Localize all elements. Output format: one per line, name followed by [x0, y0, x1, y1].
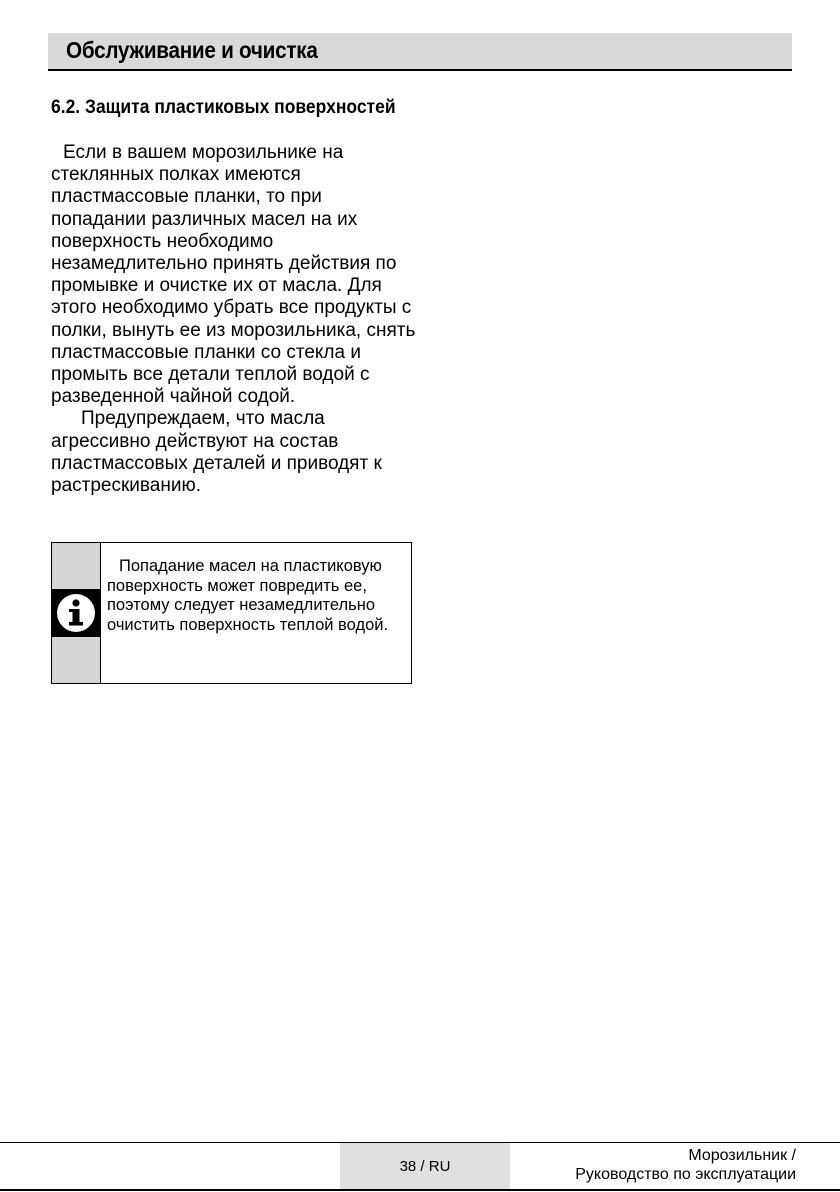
info-note-box: [51, 542, 412, 684]
body-text: [51, 142, 421, 497]
paragraph-1: Если в вашем морозильнике на стеклянных полках имеются пластмассовые планки, то при попадании различных масел на их поверхность необходимо незамедлительно принять действия по промывке и очистке их от масла. Для этого необходимо убрать все продукты с полки, вынуть ее из морозильника, снять пластмассовые планки со стекла и промыть все детали теплой водой с разведенной чайной содой.: [51, 142, 416, 408]
note-text: Попадание масел на пластиковую поверхность может повредить ее, поэтому следует незамедлительно очистить поверхность теплой водой.: [107, 557, 389, 634]
note-icon-cell: [52, 543, 101, 683]
subsection-heading: 6.2. Защита пластиковых поверхностей: [51, 97, 396, 118]
footer-bottom-rule: [0, 1189, 840, 1191]
footer-doc-line-1: Морозильник /: [688, 1147, 796, 1164]
footer-document-title: [575, 1146, 796, 1184]
footer-doc-line-2: Руководство по эксплуатации: [575, 1166, 796, 1183]
section-header-title: Обслуживание и очистка: [66, 37, 318, 63]
info-icon: [52, 589, 100, 637]
paragraph-2: Предупреждаем, что масла агрессивно действуют на состав пластмассовых деталей и приводят к растрескиванию.: [51, 408, 382, 497]
footer-page-number: 38 / RU: [340, 1143, 510, 1189]
section-header-bar: [48, 33, 792, 71]
